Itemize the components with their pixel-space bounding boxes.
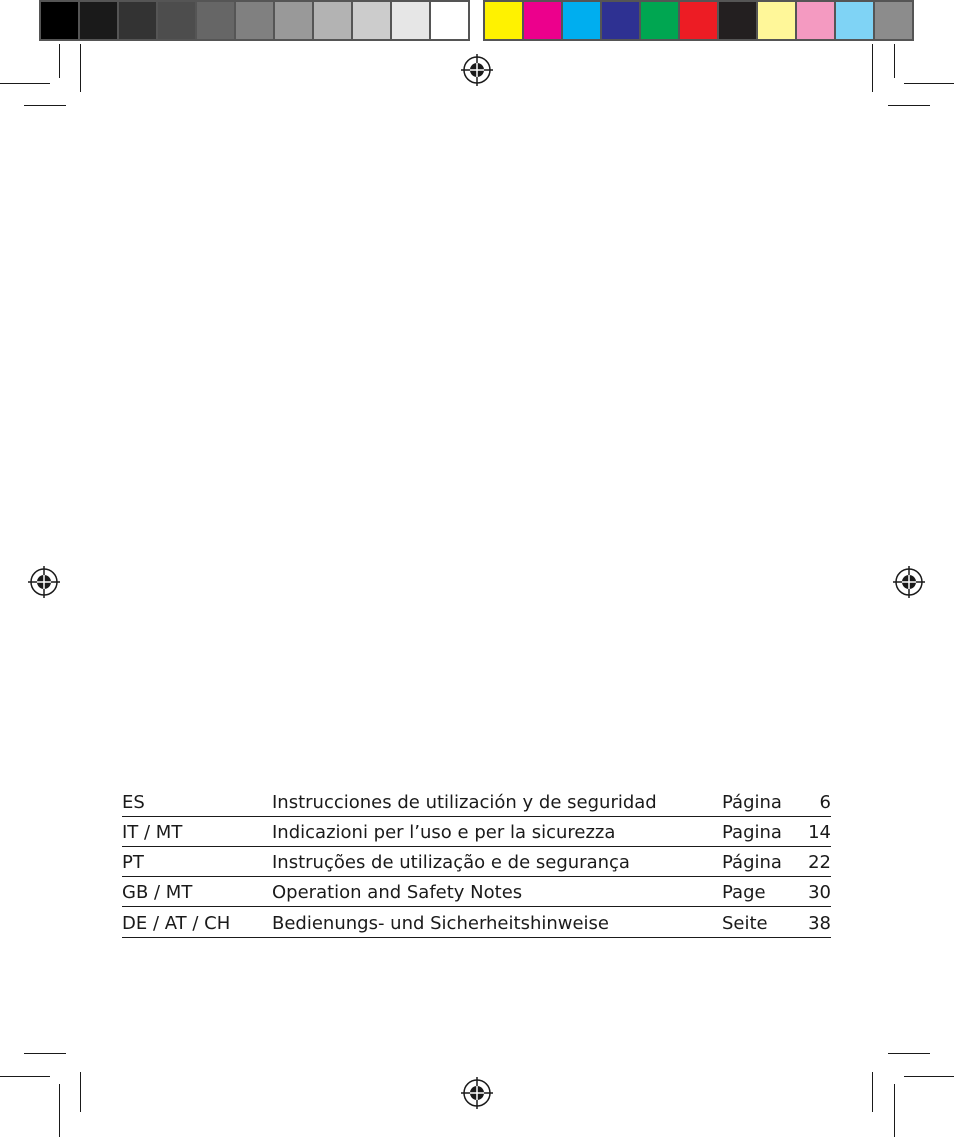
color-swatch bbox=[641, 2, 680, 39]
crop-mark bbox=[894, 1084, 895, 1137]
color-swatch bbox=[719, 2, 758, 39]
color-swatch bbox=[836, 2, 875, 39]
page-label: Pagina bbox=[722, 822, 782, 843]
toc-row-es[interactable] bbox=[122, 787, 831, 817]
page-number: 22 bbox=[808, 852, 831, 873]
page-number: 30 bbox=[808, 882, 831, 903]
section-title: Operation and Safety Notes bbox=[272, 882, 523, 903]
crop-mark bbox=[872, 44, 873, 92]
page-label: Page bbox=[722, 882, 766, 903]
crop-mark bbox=[0, 83, 50, 84]
toc-row-gb-mt[interactable] bbox=[122, 877, 831, 907]
section-title: Bedienungs- und Sicherheitshinweise bbox=[272, 913, 610, 934]
color-swatch bbox=[524, 2, 563, 39]
page-number: 38 bbox=[808, 913, 831, 934]
crop-mark bbox=[24, 1053, 66, 1054]
language-table-of-contents bbox=[122, 787, 831, 938]
color-swatch bbox=[797, 2, 836, 39]
grey-swatch bbox=[197, 2, 236, 39]
crop-mark bbox=[24, 105, 66, 106]
section-title: Instruções de utilização e de segurança bbox=[272, 852, 630, 873]
color-swatch bbox=[602, 2, 641, 39]
color-swatch bbox=[563, 2, 602, 39]
grey-swatch bbox=[314, 2, 353, 39]
language-code: ES bbox=[122, 792, 145, 813]
crop-mark bbox=[888, 105, 930, 106]
color-swatch bbox=[680, 2, 719, 39]
page-number: 14 bbox=[808, 822, 831, 843]
page-number: 6 bbox=[819, 792, 831, 813]
language-code: IT / MT bbox=[122, 822, 183, 843]
section-title: Instrucciones de utilización y de seguridad bbox=[272, 792, 657, 813]
color-swatch bbox=[758, 2, 797, 39]
toc-row-it-mt[interactable] bbox=[122, 817, 831, 847]
registration-mark-icon bbox=[893, 566, 925, 598]
color-swatch bbox=[875, 2, 912, 39]
crop-mark bbox=[0, 1076, 50, 1077]
grey-swatch bbox=[392, 2, 431, 39]
grey-swatch bbox=[236, 2, 275, 39]
registration-mark-icon bbox=[461, 54, 493, 86]
crop-mark bbox=[894, 44, 895, 78]
crop-mark bbox=[80, 44, 81, 92]
grey-calibration-bar bbox=[39, 0, 470, 41]
grey-swatch bbox=[275, 2, 314, 39]
grey-swatch bbox=[431, 2, 468, 39]
language-code: PT bbox=[122, 852, 144, 873]
grey-swatch bbox=[41, 2, 80, 39]
grey-swatch bbox=[80, 2, 119, 39]
page-label: Página bbox=[722, 792, 782, 813]
crop-mark bbox=[904, 83, 954, 84]
crop-mark bbox=[59, 44, 60, 78]
toc-row-de-at-ch[interactable] bbox=[122, 907, 831, 938]
language-code: DE / AT / CH bbox=[122, 913, 231, 934]
color-swatch bbox=[485, 2, 524, 39]
grey-swatch bbox=[158, 2, 197, 39]
grey-swatch bbox=[119, 2, 158, 39]
section-title: Indicazioni per l’uso e per la sicurezza bbox=[272, 822, 616, 843]
crop-mark bbox=[59, 1084, 60, 1137]
registration-mark-icon bbox=[28, 566, 60, 598]
color-calibration-bar bbox=[483, 0, 914, 41]
page-label: Página bbox=[722, 852, 782, 873]
registration-mark-icon bbox=[461, 1077, 493, 1109]
crop-mark bbox=[904, 1076, 954, 1077]
crop-mark bbox=[872, 1072, 873, 1112]
grey-swatch bbox=[353, 2, 392, 39]
page-label: Seite bbox=[722, 913, 768, 934]
language-code: GB / MT bbox=[122, 882, 193, 903]
toc-row-pt[interactable] bbox=[122, 847, 831, 877]
crop-mark bbox=[888, 1053, 930, 1054]
crop-mark bbox=[80, 1072, 81, 1112]
